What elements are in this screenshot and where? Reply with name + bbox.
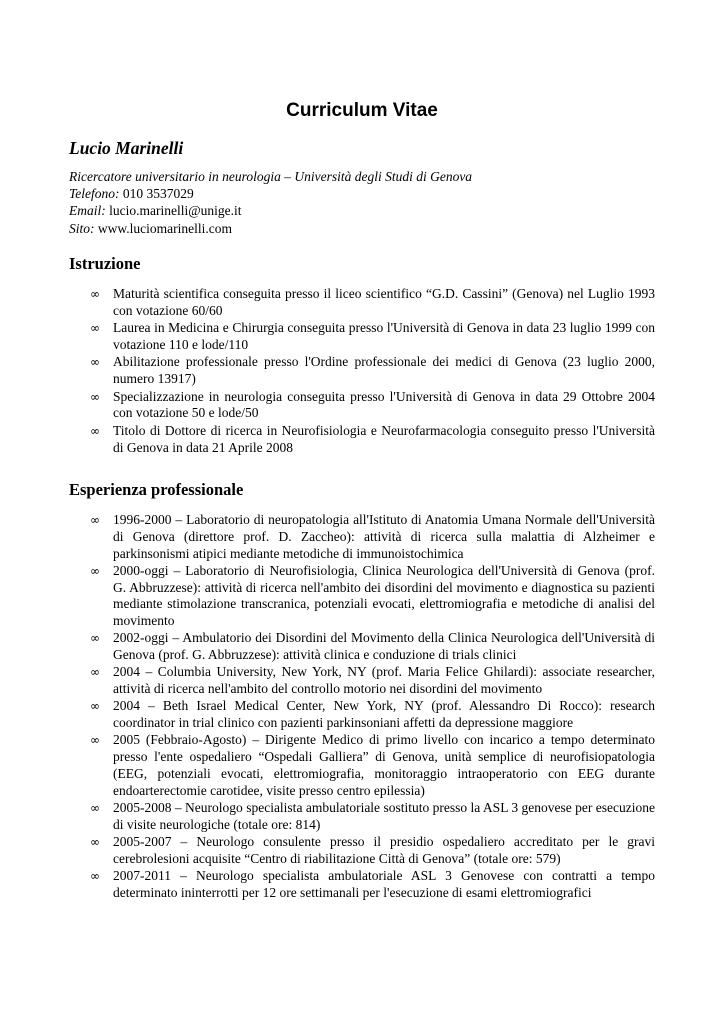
experience-item-text: 2005 (Febbraio-Agosto) – Dirigente Medico di primo livello con incarico a tempo determinato presso l'ente ospedaliero “Ospedali Galliera” di Genova, unità semplice di neurofisiopatologia (EEG, potenziali evocati, elettromiografia, monitoraggio intraoperatorio con EEG durante endoarterectomie carotidee, visite presso centro epilessia) [113, 732, 655, 798]
infinity-bullet-icon: ∞ [90, 868, 100, 883]
experience-item [0, 630, 655, 664]
education-heading: Istruzione [69, 254, 141, 273]
experience-item-text: 2000-oggi – Laboratorio di Neurofisiologia, Clinica Neurologica dell'Università di Genova (prof. G. Abbruzzese): attività di ricerca nell'ambito dei disordini del movimento e diagnostica su pazienti mediante stimolazione transcranica, potenziali evocati, elettromiografia e metodiche di analisi del movimento [113, 562, 655, 629]
experience-item [0, 732, 655, 799]
experience-item [0, 698, 655, 732]
education-item-text: Maturità scientifica conseguita presso il liceo scientifico “G.D. Cassini” (Genova) nel Luglio 1993 con votazione 60/60 [113, 286, 655, 318]
email-label: Email: [69, 203, 106, 219]
infinity-bullet-icon: ∞ [90, 287, 100, 301]
infinity-bullet-icon: ∞ [90, 423, 100, 438]
infinity-bullet-icon: ∞ [90, 800, 100, 815]
phone-label: Telefono: [69, 186, 120, 202]
phone-value: 010 3537029 [122, 186, 194, 202]
experience-item [0, 800, 655, 834]
education-item-text: Titolo di Dottore di ricerca in Neurofisiologia e Neurofarmacologia conseguito presso l'Università di Genova in data 21 Aprile 2008 [113, 422, 655, 455]
phone-line [69, 185, 669, 202]
education-item [0, 320, 655, 354]
education-item-text: Abilitazione professionale presso l'Ordine professionale dei medici di Genova (23 luglio 2000, numero 13917) [113, 354, 655, 387]
experience-item-text: 2007-2011 – Neurologo specialista ambulatoriale ASL 3 Genovese con contratti a tempo determinato ininterrotti per 12 ore settimanali per l'esecuzione di esami elettromiografici [113, 867, 655, 900]
contact-block [69, 168, 669, 237]
role-line [69, 168, 669, 185]
experience-item [0, 664, 655, 698]
infinity-bullet-icon: ∞ [90, 631, 100, 646]
experience-item [0, 563, 655, 630]
experience-item-text: 2005-2007 – Neurologo consulente presso il presidio ospedaliero accreditato per le gravi cerebrolesioni acquisite “Centro di riabilitazione Città di Genova” (totale ore: 579) [113, 833, 655, 866]
infinity-bullet-icon: ∞ [90, 665, 100, 680]
email-line [69, 202, 669, 219]
experience-list [0, 512, 655, 902]
education-list [0, 286, 655, 457]
education-item-text: Laurea in Medicina e Chirurgia conseguita presso l'Università di Genova in data 23 luglio 1999 con votazione 110 e lode/110 [113, 320, 655, 352]
experience-item-text: 2004 – Beth Israel Medical Center, New York, NY (prof. Alessandro Di Rocco): research coordinator in trial clinico con pazienti parkinsoniani affetti da depressione maggiore [113, 698, 655, 731]
infinity-bullet-icon: ∞ [90, 513, 100, 527]
experience-item [0, 512, 655, 562]
infinity-bullet-icon: ∞ [90, 834, 100, 849]
person-name: Lucio Marinelli [69, 138, 184, 158]
infinity-bullet-icon: ∞ [90, 355, 100, 370]
infinity-bullet-icon: ∞ [90, 733, 100, 748]
experience-item-text: 2004 – Columbia University, New York, NY (prof. Maria Felice Ghilardi): associate researcher, attività di ricerca nell'ambito del controllo motorio nei disordini del movimento [113, 664, 655, 697]
education-item-text: Specializzazione in neurologia conseguita presso l'Università di Genova in data 29 Ottobre 2004 con votazione 50 e lode/50 [113, 388, 655, 421]
role-text: Ricercatore universitario in neurologia – Università degli Studi di Genova [69, 169, 473, 184]
education-item [0, 286, 655, 320]
site-label: Sito: [69, 220, 95, 236]
email-value: lucio.marinelli@unige.it [109, 203, 242, 219]
site-value: www.luciomarinelli.com [97, 220, 232, 236]
education-item [0, 389, 655, 423]
experience-heading: Esperienza professionale [69, 480, 244, 499]
education-item [0, 354, 655, 388]
site-line [69, 220, 669, 237]
document-title: Curriculum Vitae [286, 100, 438, 121]
experience-item-text: 2002-oggi – Ambulatorio dei Disordini del Movimento della Clinica Neurologica dell'Università di Genova (prof. G. Abbruzzese): attività clinica e conduzione di trials clinici [113, 630, 655, 663]
experience-item-text: 1996-2000 – Laboratorio di neuropatologia all'Istituto di Anatomia Umana Normale dell'Università di Genova (direttore prof. D. Zaccheo): attività di ricerca sulla malattia di Alzheimer e parkinsonismi atipici mediante metodiche di immunoistochimica [113, 512, 655, 561]
experience-item [0, 834, 655, 868]
infinity-bullet-icon: ∞ [90, 321, 100, 336]
experience-item-text: 2005-2008 – Neurologo specialista ambulatoriale sostituto presso la ASL 3 genovese per esecuzione di visite neurologiche (totale ore: 814) [113, 799, 655, 832]
infinity-bullet-icon: ∞ [90, 699, 100, 714]
education-item [0, 423, 655, 457]
infinity-bullet-icon: ∞ [90, 563, 100, 578]
experience-item [0, 868, 655, 902]
infinity-bullet-icon: ∞ [90, 389, 100, 404]
